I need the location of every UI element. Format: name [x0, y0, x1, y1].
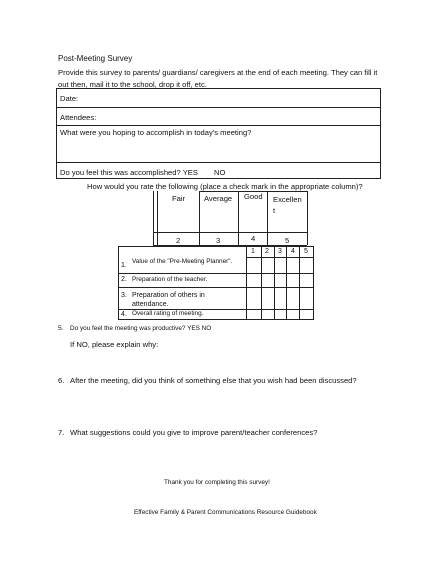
item-4-text: Overall rating of meeting. [132, 310, 204, 317]
q7-number: 7. [58, 428, 65, 437]
form-divider [56, 162, 381, 163]
rating-col-fair: Fair [172, 194, 186, 203]
rating-num-2: 2 [176, 236, 181, 245]
table-line [118, 273, 314, 274]
rating-col-average: Average [204, 194, 233, 203]
table-line [299, 246, 300, 320]
table-line [157, 191, 158, 245]
footer-text: Effective Family & Parent Communications Resource Guidebook [134, 509, 317, 516]
rating-num-5: 5 [285, 236, 290, 245]
q6-text: After the meeting, did you think of something else that you wish had been discussed? [70, 376, 357, 385]
accomplished-field[interactable]: Do you feel this was accomplished? YES [60, 168, 198, 177]
table-line [261, 246, 262, 320]
page-title: Post-Meeting Survey [58, 54, 133, 63]
table-line [286, 246, 287, 320]
rating-col-excellent: Excellen t [273, 195, 302, 215]
table-line [153, 191, 154, 245]
item-3-text: Preparation of others in attendance. [132, 292, 205, 308]
form-divider [56, 125, 381, 126]
item-3-number: 3. [121, 292, 127, 299]
accomplished-no-option[interactable]: NO [214, 168, 226, 177]
table-line [246, 257, 314, 258]
rating-num-4: 4 [251, 234, 256, 243]
table-line [246, 246, 247, 320]
hoping-field[interactable]: What were you hoping to accomplish in today's meeting? [60, 128, 252, 137]
item-1-number: 1. [121, 262, 127, 269]
table-line [153, 232, 307, 233]
table-line [267, 191, 268, 245]
q5-text: Do you feel the meeting was productive? YES NO [70, 325, 212, 332]
rating-num-3: 3 [216, 236, 221, 245]
date-field[interactable]: Date: [60, 94, 79, 103]
form-divider [56, 107, 381, 108]
intro-text: Provide this survey to parents/ guardians/ caregivers at the end of each meeting. They can fill it out then, mail it to the school, drop it off, etc. [58, 68, 378, 89]
item-2-text: Preparation of the teacher. [132, 276, 208, 283]
q7-text: What suggestions could you give to improve parent/teacher conferences? [70, 428, 318, 437]
scale-4: 4 [291, 248, 295, 255]
scale-2: 2 [265, 248, 269, 255]
item-4-number: 4. [121, 311, 127, 318]
q5-followup: If NO, please explain why: [70, 340, 159, 349]
table-line [307, 191, 308, 245]
item-1-text: Value of the "Pre-Meeting Planner". [132, 258, 233, 265]
q5-number: 5. [58, 325, 64, 332]
rating-prompt: How would you rate the following (place a check mark in the appropriate column)? [87, 182, 363, 191]
table-line [118, 287, 314, 288]
table-line [238, 191, 239, 245]
table-line [199, 191, 200, 245]
scale-5: 5 [304, 248, 308, 255]
table-line [274, 246, 275, 320]
scale-3: 3 [278, 248, 282, 255]
thanks-text: Thank you for completing this survey! [164, 479, 270, 486]
item-2-number: 2. [121, 276, 127, 283]
rating-col-good: Good [244, 192, 263, 201]
scale-1: 1 [251, 248, 255, 255]
q6-number: 6. [58, 376, 65, 385]
attendees-field[interactable]: Attendees: [60, 113, 97, 122]
